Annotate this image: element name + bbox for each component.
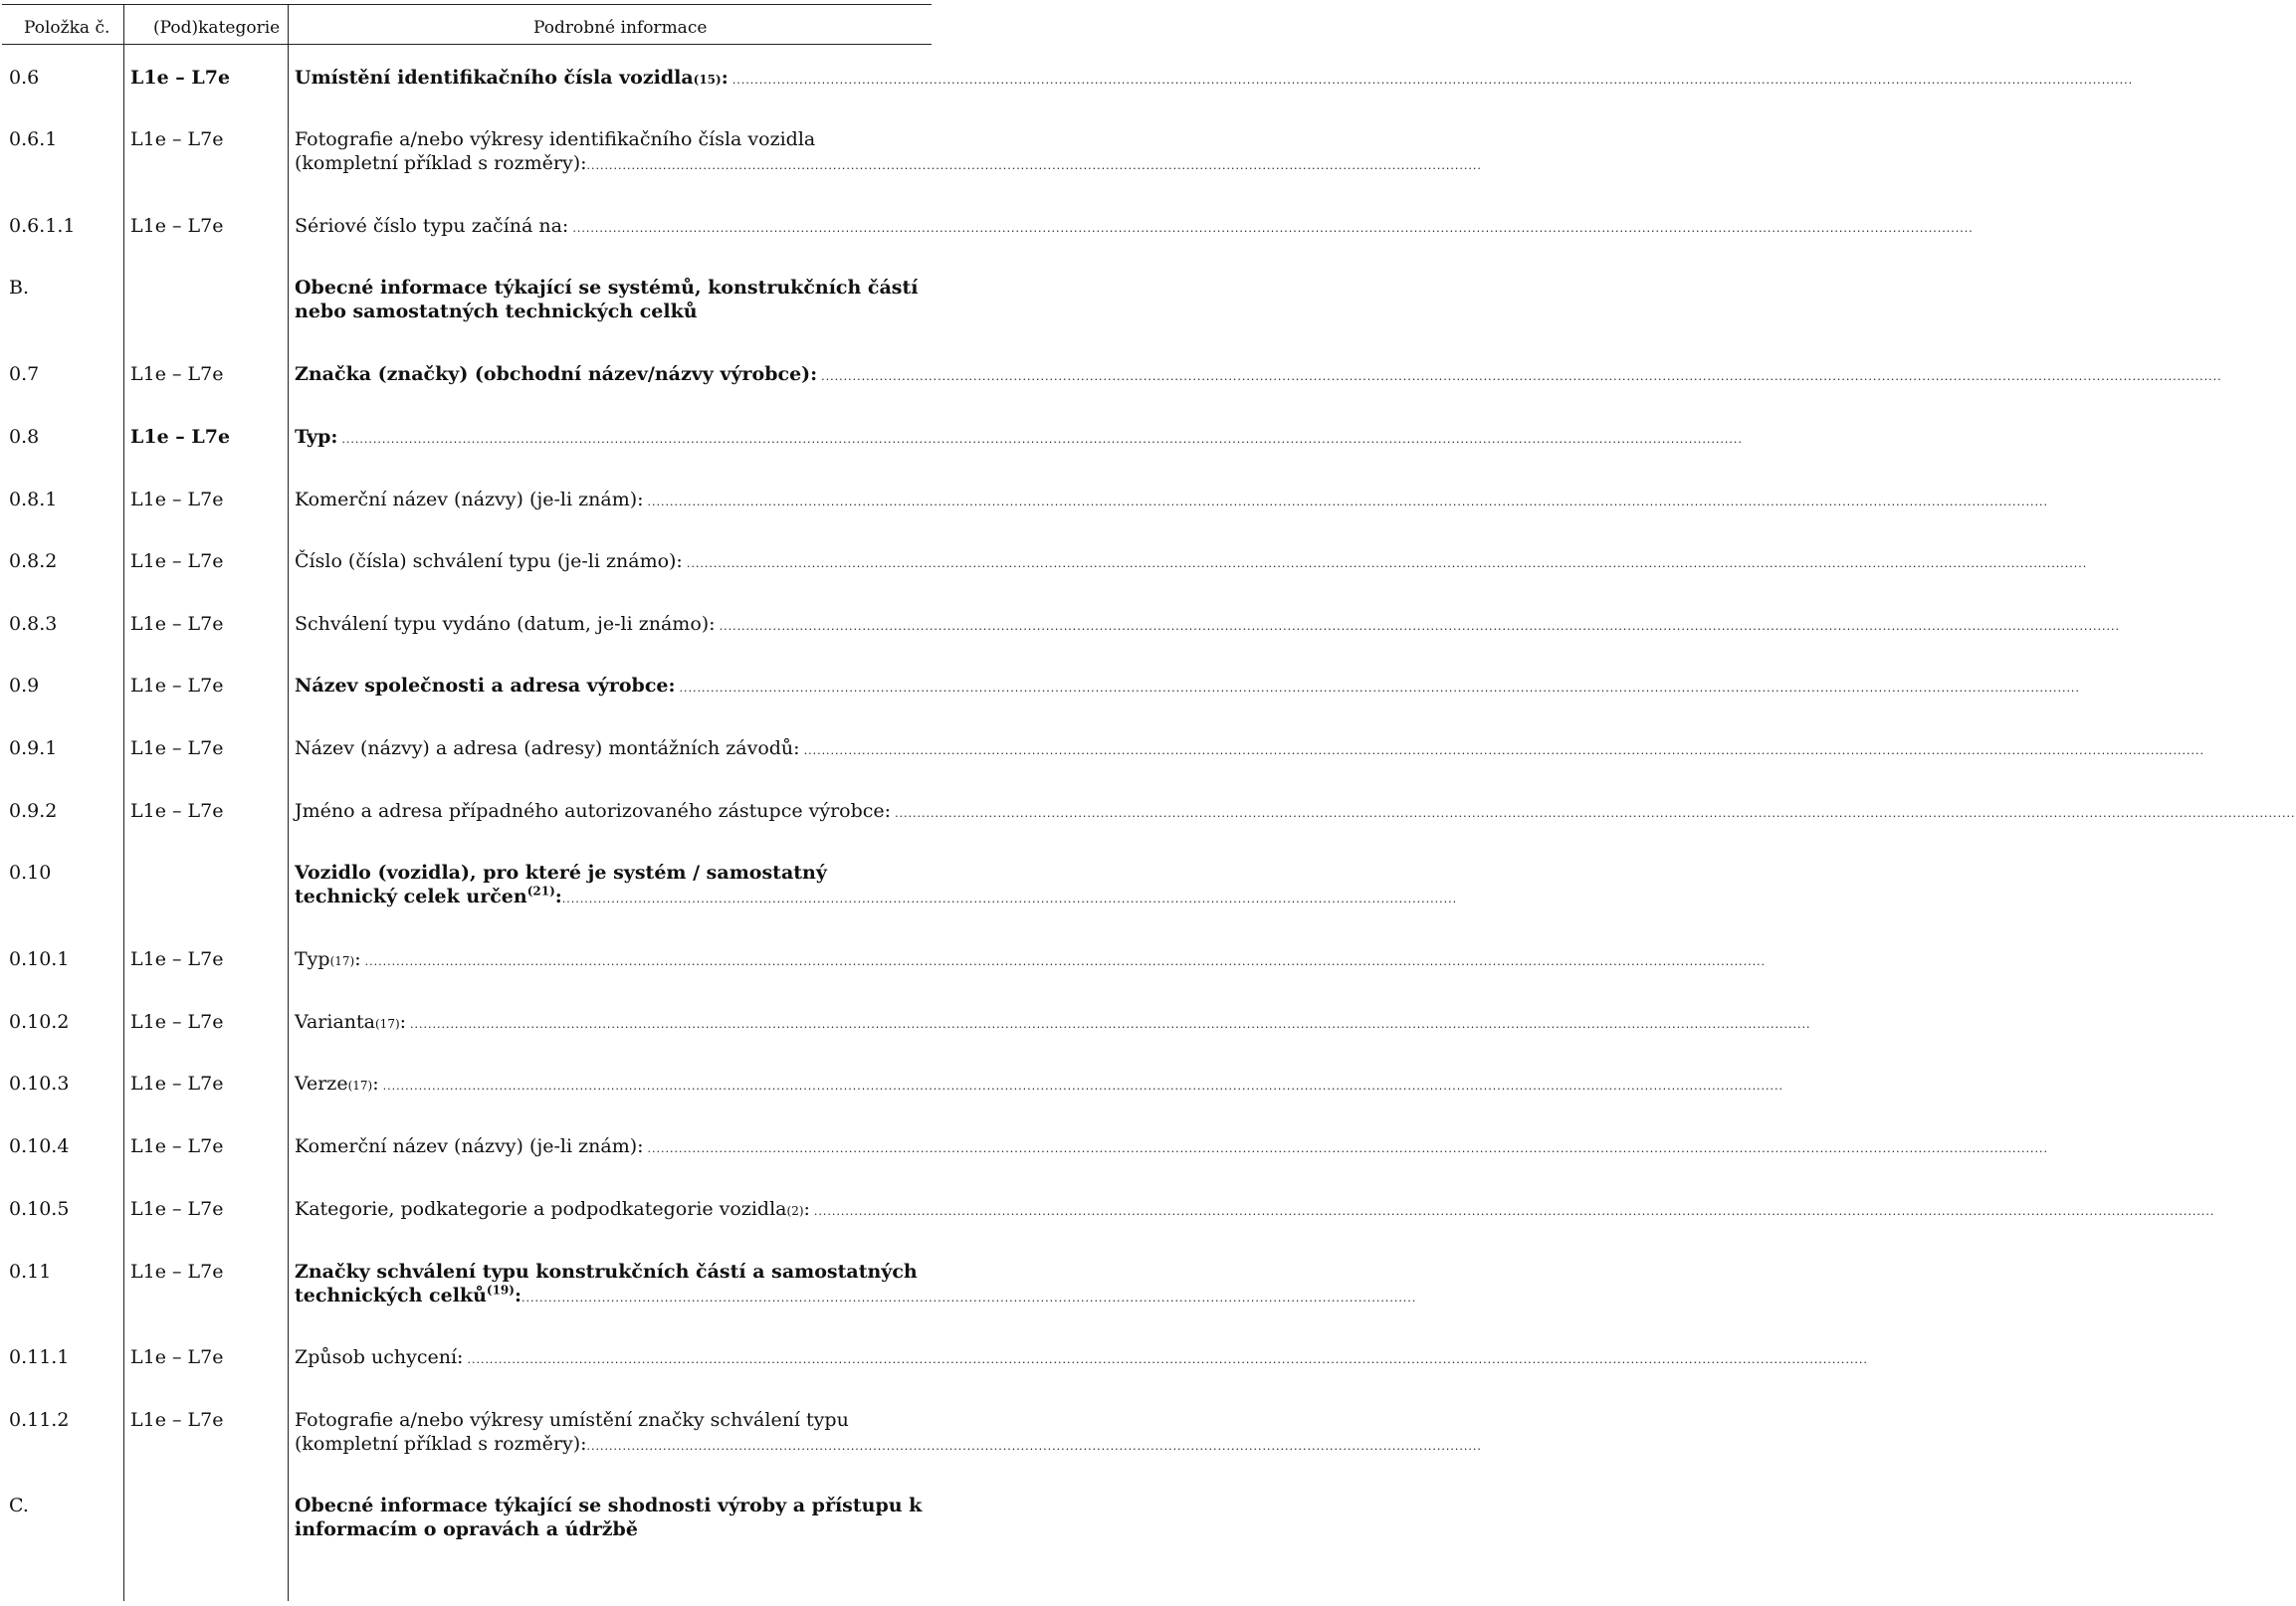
item-detail-colon: : bbox=[399, 1011, 407, 1033]
item-number: 0.8.2 bbox=[9, 550, 58, 572]
item-detail: Umístění identifikačního čísla vozidla (15) : ..... bbox=[295, 66, 924, 93]
fill-in-dots bbox=[341, 428, 1742, 452]
item-category: L1e – L7e bbox=[130, 613, 224, 635]
item-category: L1e – L7e bbox=[130, 675, 224, 697]
item-detail-colon: : bbox=[721, 67, 729, 89]
item-number: B. bbox=[9, 277, 30, 299]
item-detail bbox=[295, 1260, 1417, 1310]
item-number: 0.10 bbox=[9, 862, 52, 884]
item-detail-text: Název společnosti a adresa výrobce: bbox=[295, 675, 676, 697]
fill-in-dots bbox=[572, 217, 1973, 241]
item-category: L1e – L7e bbox=[130, 363, 224, 385]
item-detail-text: Komerční název (názvy) (je-li znám): bbox=[295, 489, 644, 510]
item-detail bbox=[295, 1134, 924, 1161]
item-detail bbox=[295, 674, 924, 701]
fill-in-dots bbox=[895, 802, 2295, 826]
item-detail bbox=[295, 488, 924, 514]
fill-in-dots bbox=[383, 1075, 1783, 1099]
fill-in-dots bbox=[814, 1200, 2214, 1224]
header-bottom-border bbox=[2, 44, 932, 45]
item-number: 0.10.2 bbox=[9, 1011, 70, 1033]
item-category: L1e – L7e bbox=[130, 128, 224, 150]
fill-in-dots: ........................................................................................................................................................................................................ bbox=[586, 1440, 1482, 1453]
item-detail bbox=[295, 362, 924, 389]
item-category: L1e – L7e bbox=[130, 550, 224, 572]
item-detail-text: Značka (značky) (obchodní název/názvy výrobce): bbox=[295, 363, 818, 385]
item-detail-text: Vozidlo (vozidla), pro které je systém / samostatný technický celek určen bbox=[295, 862, 827, 907]
fill-in-dots bbox=[648, 491, 2048, 514]
item-detail bbox=[295, 1345, 924, 1372]
item-number: 0.8.1 bbox=[9, 489, 58, 510]
item-detail-text: Obecné informace týkající se systémů, konstrukčních částí nebo samostatných technických celků bbox=[295, 277, 919, 322]
item-detail bbox=[295, 127, 1482, 178]
fill-in-dots bbox=[467, 1348, 1867, 1372]
item-detail bbox=[295, 736, 924, 763]
fill-in-dots bbox=[365, 950, 1766, 974]
item-detail-colon: : bbox=[803, 1198, 810, 1220]
header-item-number: Položka č. bbox=[24, 18, 110, 38]
item-number: 0.11.2 bbox=[9, 1409, 70, 1431]
fill-in-dots: ........................................................................................................................................................................................................ bbox=[521, 1292, 1417, 1305]
item-number: 0.6.1.1 bbox=[9, 215, 76, 237]
header-category: (Pod)kategorie bbox=[153, 18, 281, 38]
item-detail bbox=[295, 1494, 924, 1541]
item-number: 0.11.1 bbox=[9, 1346, 70, 1368]
item-detail-text: Varianta bbox=[295, 1011, 375, 1033]
header-details: Podrobné informace bbox=[533, 18, 708, 38]
item-detail-text: Typ bbox=[295, 948, 330, 970]
item-number: 0.9.1 bbox=[9, 737, 58, 759]
item-category: L1e – L7e bbox=[130, 489, 224, 510]
item-detail bbox=[295, 276, 924, 323]
table-top-border bbox=[2, 4, 932, 5]
item-category: L1e – L7e bbox=[130, 1346, 224, 1368]
fill-in-dots: ........................................................................................................................................................................................................ bbox=[586, 159, 1482, 172]
item-number: 0.10.5 bbox=[9, 1198, 70, 1220]
item-category: L1e – L7e bbox=[130, 1261, 224, 1283]
item-detail bbox=[295, 1408, 1482, 1459]
fill-in-dots bbox=[680, 677, 2080, 701]
form-table bbox=[2, 4, 1482, 1606]
item-category: L1e – L7e bbox=[130, 800, 224, 822]
item-detail-text: Fotografie a/nebo výkresy identifikačního čísla vozidla (kompletní příklad s rozměry): bbox=[295, 128, 816, 174]
fill-in-dots bbox=[804, 739, 2204, 763]
item-detail-text: Sériové číslo typu začíná na: bbox=[295, 215, 569, 237]
item-number: 0.10.3 bbox=[9, 1073, 70, 1095]
item-detail: Typ (17) : ..... bbox=[295, 947, 924, 974]
item-detail: Varianta (17) : ..... bbox=[295, 1010, 924, 1037]
fill-in-dots: ........................................................................................................................................................................................................ bbox=[561, 893, 1458, 905]
item-detail-text: Schválení typu vydáno (datum, je-li známo): bbox=[295, 613, 716, 635]
fill-in-dots bbox=[687, 552, 2087, 576]
item-category: L1e – L7e bbox=[130, 1409, 224, 1431]
item-category: L1e – L7e bbox=[130, 1011, 224, 1033]
item-number: C. bbox=[9, 1495, 29, 1516]
fill-in-dots bbox=[720, 615, 2120, 639]
item-number: 0.11 bbox=[9, 1261, 52, 1283]
item-detail-text: Způsob uchycení: bbox=[295, 1346, 464, 1368]
item-detail-text: Značky schválení typu konstrukčních částí a samostatných technických celků bbox=[295, 1261, 918, 1306]
item-detail-text: Obecné informace týkající se shodnosti výroby a přístupu k informacím o opravách a údržbě bbox=[295, 1495, 923, 1540]
item-detail-text: Název (názvy) a adresa (adresy) montážních závodů: bbox=[295, 737, 800, 759]
item-number: 0.6.1 bbox=[9, 128, 58, 150]
item-detail-colon: : bbox=[514, 1285, 522, 1306]
item-detail-text: Komerční název (názvy) (je-li znám): bbox=[295, 1135, 644, 1157]
item-category: L1e – L7e bbox=[130, 215, 224, 237]
item-category: L1e – L7e bbox=[130, 948, 224, 970]
item-detail: Kategorie, podkategorie a podpodkategorie vozidla (2) : ..... bbox=[295, 1197, 924, 1224]
item-detail bbox=[295, 612, 924, 639]
item-category: L1e – L7e bbox=[130, 426, 231, 448]
item-detail-colon: : bbox=[354, 948, 361, 970]
item-detail-text: Verze bbox=[295, 1073, 348, 1095]
fill-in-dots bbox=[732, 69, 2133, 93]
item-category: L1e – L7e bbox=[130, 1198, 224, 1220]
fill-in-dots bbox=[410, 1013, 1810, 1037]
item-detail bbox=[295, 861, 1458, 911]
item-detail-colon: : bbox=[554, 886, 562, 907]
item-detail-colon: : bbox=[372, 1073, 379, 1095]
item-detail bbox=[295, 799, 924, 826]
item-number: 0.6 bbox=[9, 67, 40, 89]
fill-in-dots bbox=[648, 1137, 2048, 1161]
item-number: 0.7 bbox=[9, 363, 40, 385]
item-number: 0.10.4 bbox=[9, 1135, 70, 1157]
item-detail-text: Typ: bbox=[295, 426, 338, 448]
item-detail-text: Umístění identifikačního čísla vozidla bbox=[295, 67, 694, 89]
item-detail-text: Jméno a adresa případného autorizovaného zástupce výrobce: bbox=[295, 800, 892, 822]
fill-in-dots bbox=[821, 365, 2221, 389]
column-divider-2 bbox=[288, 4, 289, 1601]
item-detail bbox=[295, 425, 924, 452]
item-number: 0.9.2 bbox=[9, 800, 58, 822]
item-number: 0.10.1 bbox=[9, 948, 70, 970]
item-number: 0.8.3 bbox=[9, 613, 58, 635]
footnote-ref: (21) bbox=[526, 884, 555, 899]
item-number: 0.8 bbox=[9, 426, 40, 448]
item-category: L1e – L7e bbox=[130, 737, 224, 759]
item-detail-text: Číslo (čísla) schválení typu (je-li známo): bbox=[295, 550, 683, 572]
item-number: 0.9 bbox=[9, 675, 40, 697]
item-category: L1e – L7e bbox=[130, 1135, 224, 1157]
item-category: L1e – L7e bbox=[130, 67, 231, 89]
item-detail-text: Fotografie a/nebo výkresy umístění značky schválení typu (kompletní příklad s rozměry): bbox=[295, 1409, 849, 1455]
item-detail bbox=[295, 549, 924, 576]
item-category: L1e – L7e bbox=[130, 1073, 224, 1095]
column-divider-1 bbox=[123, 4, 124, 1601]
item-detail-text: Kategorie, podkategorie a podpodkategorie vozidla bbox=[295, 1198, 787, 1220]
footnote-ref: (19) bbox=[486, 1283, 515, 1298]
item-detail: Verze (17) : ..... bbox=[295, 1072, 924, 1099]
item-detail bbox=[295, 214, 924, 241]
